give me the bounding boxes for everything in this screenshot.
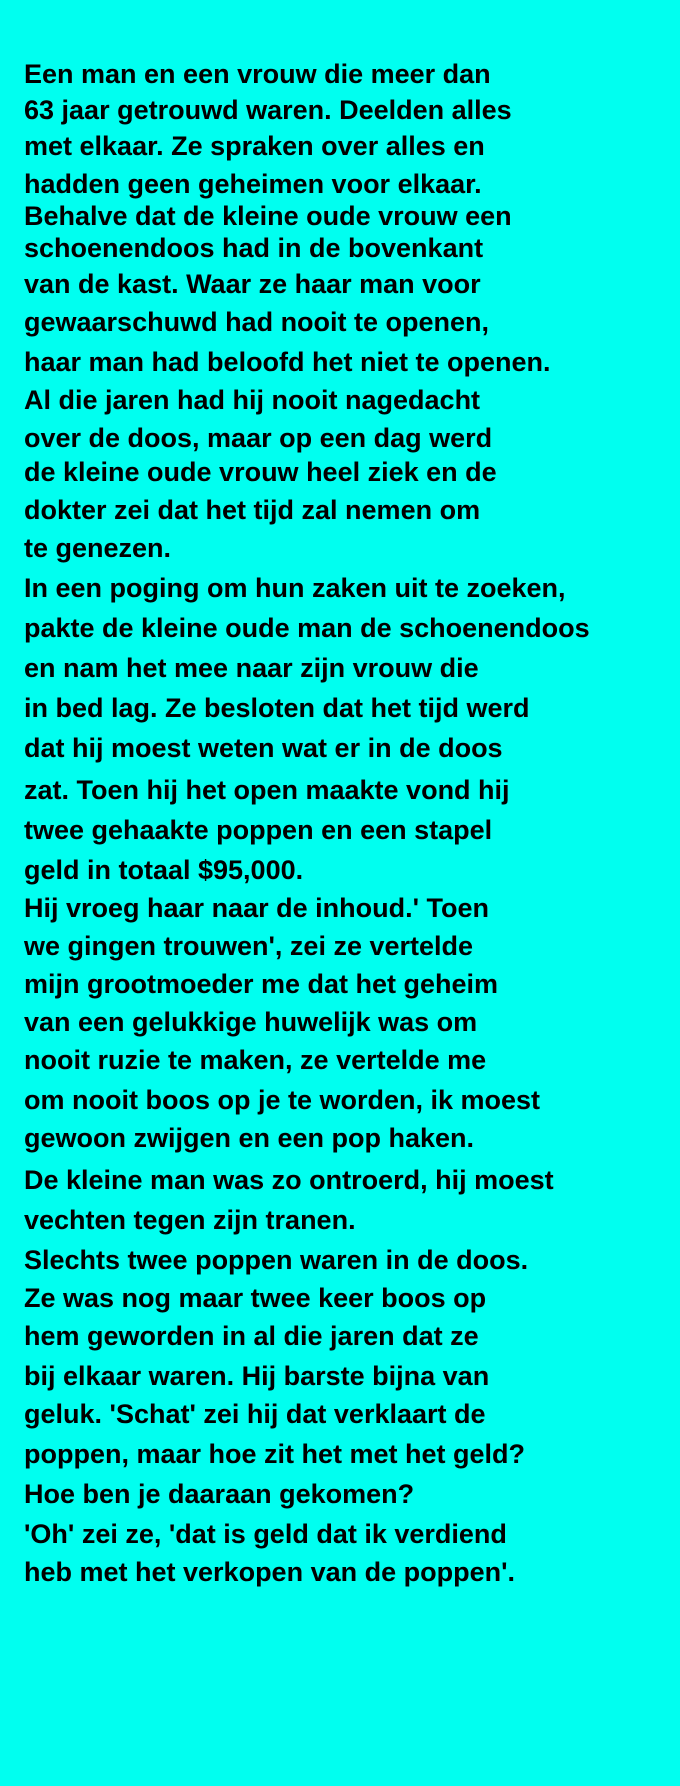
story-line: bij elkaar waren. Hij barste bijna van	[24, 1361, 490, 1391]
story-line: heb met het verkopen van de poppen'.	[24, 1557, 516, 1587]
story-line: geld in totaal $95,000.	[24, 855, 304, 885]
story-line: om nooit boos op je te worden, ik moest	[24, 1085, 541, 1115]
story-line: dat hij moest weten wat er in de doos	[24, 733, 503, 763]
story-line: gewoon zwijgen en een pop haken.	[24, 1123, 475, 1153]
story-line: vechten tegen zijn tranen.	[24, 1205, 356, 1235]
story-line: Een man en een vrouw die meer dan	[24, 59, 491, 89]
story-line: we gingen trouwen', zei ze vertelde	[24, 931, 474, 961]
story-line: nooit ruzie te maken, ze vertelde me	[24, 1045, 487, 1075]
story-line: Slechts twee poppen waren in de doos.	[24, 1245, 529, 1275]
story-line: Hij vroeg haar naar de inhoud.' Toen	[24, 893, 489, 923]
story-line: 'Oh' zei ze, 'dat is geld dat ik verdiend	[24, 1519, 507, 1549]
story-line: schoenendoos had in de bovenkant	[24, 233, 484, 263]
story-line: Hoe ben je daaraan gekomen?	[24, 1479, 415, 1509]
story-line: Behalve dat de kleine oude vrouw een	[24, 201, 512, 231]
story-line: te genezen.	[24, 533, 172, 563]
story-line: Ze was nog maar twee keer boos op	[24, 1283, 487, 1313]
story-line: hem geworden in al die jaren dat ze	[24, 1321, 479, 1351]
story-line: in bed lag. Ze besloten dat het tijd werd	[24, 693, 530, 723]
story-line: 63 jaar getrouwd waren. Deelden alles	[24, 95, 512, 125]
story-line: Al die jaren had hij nooit nagedacht	[24, 385, 481, 415]
story-line: en nam het mee naar zijn vrouw die	[24, 653, 479, 683]
story-line: van de kast. Waar ze haar man voor	[24, 269, 481, 299]
story-line: gewaarschuwd had nooit te openen,	[24, 307, 490, 337]
story-line: In een poging om hun zaken uit te zoeken,	[24, 573, 566, 603]
story-line: haar man had beloofd het niet te openen.	[24, 347, 551, 377]
story-line: over de doos, maar op een dag werd	[24, 423, 493, 453]
story-line: dokter zei dat het tijd zal nemen om	[24, 495, 481, 525]
story-line: pakte de kleine oude man de schoenendoos	[24, 613, 590, 643]
story-line: van een gelukkige huwelijk was om	[24, 1007, 478, 1037]
story-line: de kleine oude vrouw heel ziek en de	[24, 457, 497, 487]
story-line: poppen, maar hoe zit het met het geld?	[24, 1439, 526, 1469]
story-line: geluk. 'Schat' zei hij dat verklaart de	[24, 1399, 486, 1429]
story-line: met elkaar. Ze spraken over alles en	[24, 131, 485, 161]
story-line: twee gehaakte poppen en een stapel	[24, 815, 493, 845]
story-line: mijn grootmoeder me dat het geheim	[24, 969, 499, 999]
story-line: hadden geen geheimen voor elkaar.	[24, 169, 482, 199]
story-line: zat. Toen hij het open maakte vond hij	[24, 775, 510, 805]
story-line: De kleine man was zo ontroerd, hij moest	[24, 1165, 554, 1195]
